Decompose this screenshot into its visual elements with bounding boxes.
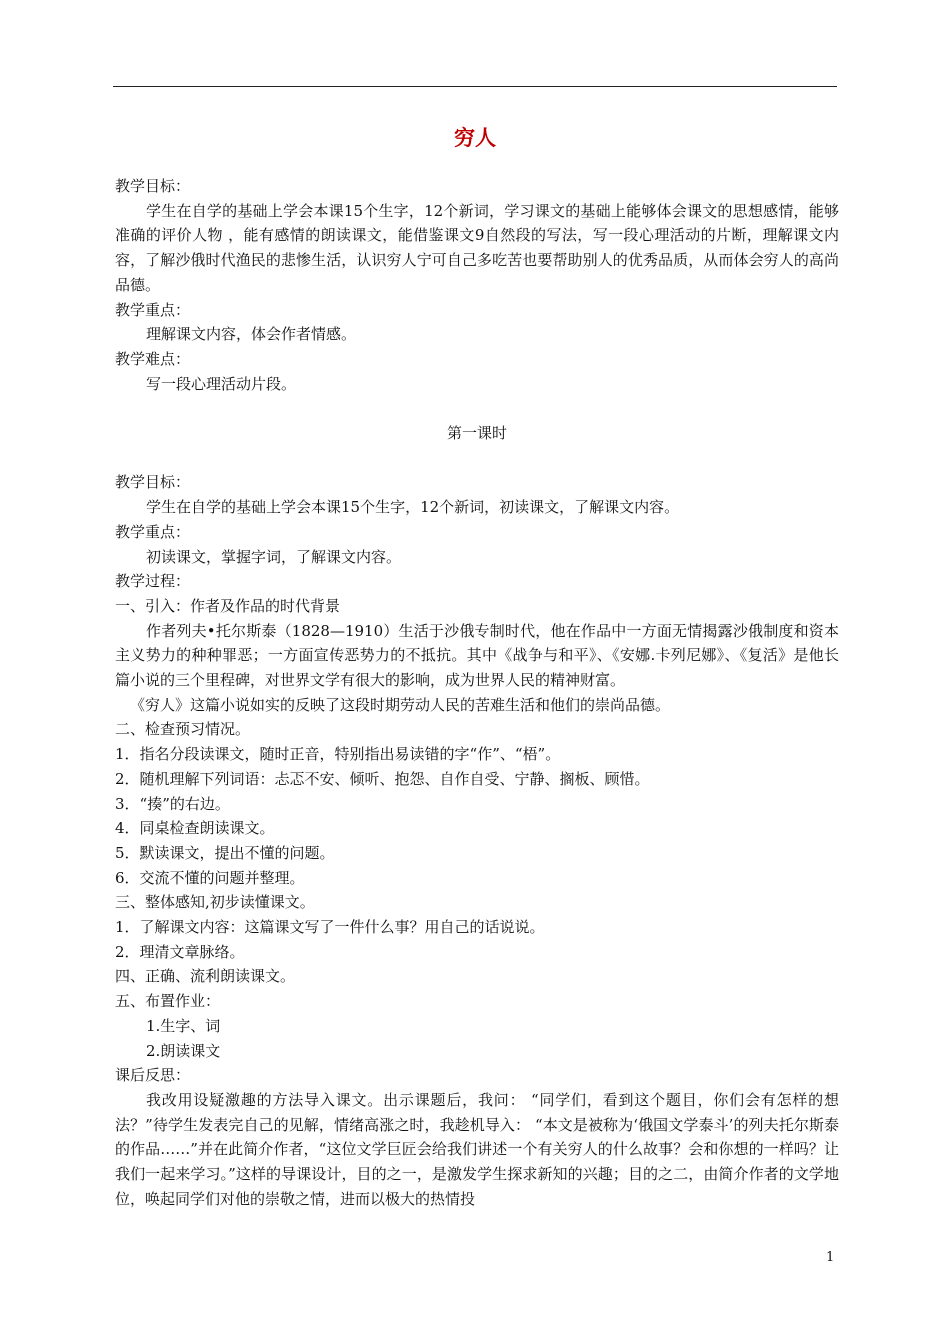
process-label: 教学过程： xyxy=(115,572,191,591)
section-1-paragraph: 作者列夫•托尔斯泰（1828—1910）生活于沙俄专制时代，他在作品中一方面无情揭露沙俄制度和资本主义势力的种种罪恶；一方面宣传恶势力的不抵抗。其中《战争与和平》、《安娜.卡列尼娜》、《复活》是他长篇小说的三个里程碑，对世界文学有很大的影响，成为世界人民的精神财富。 xyxy=(115,621,839,690)
section-1-paragraph-2: 《穷人》这篇小说如实的反映了这段时期劳动人民的苦难生活和他们的崇尚品德。 xyxy=(130,695,671,714)
list-item: 1．了解课文内容：这篇课文写了一件什么事？用自己的话说说。 xyxy=(115,918,545,937)
lesson-key-text: 初读课文，掌握字词，了解课文内容。 xyxy=(146,547,402,566)
list-item: 2．理清文章脉络。 xyxy=(115,942,245,961)
reflection-text: 我改用设疑激趣的方法导入课文。出示课题后，我问： “同学们，看到这个题目，你们会有怎样的想法？”待学生发表完自己的见解，情绪高涨之时，我趁机导入： “本文是被称为‘俄国文学泰斗’的列夫托尔斯泰的作品……”并在此简介作者，“这位文学巨匠会给我们讲述一个有关穷人的什么故事？会和你想的一样吗？让我们一起来学习。”这样的导课设计，目的之一，是激发学生探求新知的兴趣；目的之二，由简介作者的文学地位，唤起同学们对他的崇敬之情，进而以极大的热情投 xyxy=(115,1090,839,1208)
difficulty-label: 教学难点： xyxy=(115,349,191,368)
section-5-heading: 五、布置作业： xyxy=(115,992,221,1011)
section-3-heading: 三、整体感知,初步读懂课文。 xyxy=(115,893,315,912)
lesson-goal-text: 学生在自学的基础上学会本课15个生字，12个新词，初读课文，了解课文内容。 xyxy=(146,498,680,517)
section-2-heading: 二、检查预习情况。 xyxy=(115,720,251,739)
key-point-label: 教学重点： xyxy=(115,300,191,319)
list-item: 1．指名分段读课文，随时正音，特别指出易读错的字“作”、“梧”。 xyxy=(115,745,561,764)
key-point-text: 理解课文内容，体会作者情感。 xyxy=(146,325,357,344)
lesson-key-label: 教学重点： xyxy=(115,522,191,541)
list-item: 6．交流不懂的问题并整理。 xyxy=(115,868,305,887)
section-1-heading: 一、引入：作者及作品的时代背景 xyxy=(115,596,341,615)
list-item: 5．默读课文，提出不懂的问题。 xyxy=(115,843,335,862)
lesson-goal-label: 教学目标： xyxy=(115,473,191,492)
difficulty-text: 写一段心理活动片段。 xyxy=(146,374,297,393)
header-rule xyxy=(113,86,837,87)
goal-label: 教学目标： xyxy=(115,177,191,195)
document-body xyxy=(115,174,839,1212)
reflection-label: 课后反思： xyxy=(115,1066,191,1085)
list-item: 2．随机理解下列词语：忐忑不安、倾听、抱怨、自作自受、宁静、搁板、顾惜。 xyxy=(115,769,650,788)
list-item: 4．同桌检查朗读课文。 xyxy=(115,819,275,838)
goal-text: 学生在自学的基础上学会本课15个生字，12个新词，学习课文的基础上能够体会课文的思想感情，能够准确的评价人物 ，能有感情的朗读课文，能借鉴课文9自然段的写法，写一段心理活动的片断，理解课文内容，了解沙俄时代渔民的悲惨生活，认识穷人宁可自己多吃苦也要帮助别人的优秀品质，从而体会穷人的高尚品德。 xyxy=(115,201,839,294)
document-title: 穷人 xyxy=(454,126,496,150)
page-number: 1 xyxy=(826,1250,835,1265)
list-item: 3．“揍”的右边。 xyxy=(115,794,230,813)
list-item: 2.朗读课文 xyxy=(146,1041,221,1060)
list-item: 1.生字、词 xyxy=(146,1016,221,1035)
section-4-heading: 四、正确、流利朗读课文。 xyxy=(115,967,296,986)
lesson-heading: 第一课时 xyxy=(446,424,507,443)
